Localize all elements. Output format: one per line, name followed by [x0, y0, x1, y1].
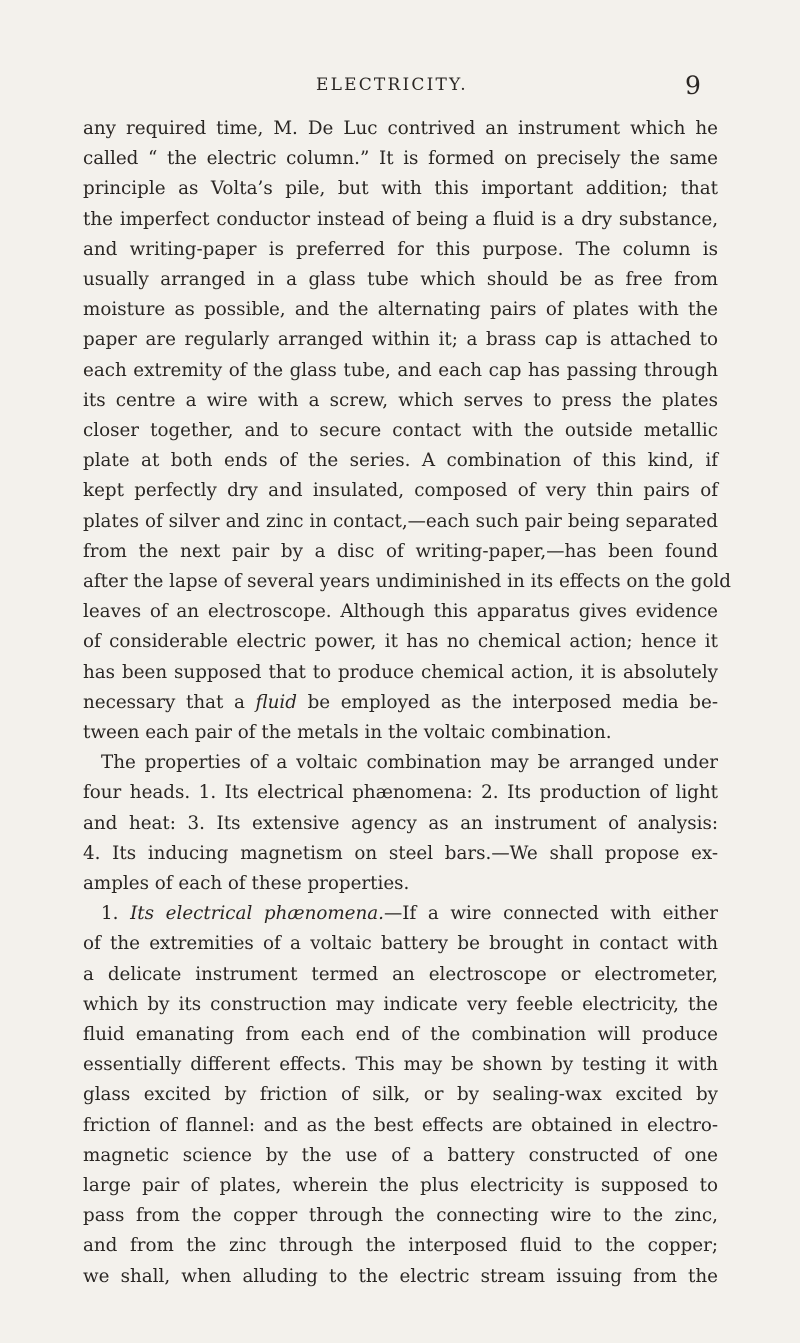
text-line: of considerable electric power, it has no chemical action; hence it [83, 631, 718, 653]
text-line: and heat: 3. Its extensive agency as an instrument of analysis: [83, 812, 718, 834]
text-line: fluid emanating from each end of the combination will produce [83, 1024, 718, 1045]
text-line: essentially different effects. This may be shown by testing it with [83, 1054, 718, 1076]
text-line: magnetic science by the use of a battery constructed of one [83, 1144, 718, 1166]
emphasis-text: fluid [255, 691, 297, 713]
text-line: 1. Its electrical phænomena.—If a wire connected with either [101, 903, 719, 925]
text-line: called “ the electric column.” It is formed on precisely the same [83, 148, 718, 170]
page-number: 9 [685, 71, 701, 100]
text-line: necessary that a fluid be employed as the interposed media be- [83, 691, 718, 713]
text-line: 4. Its inducing magnetism on steel bars.—We shall propose ex- [83, 842, 718, 864]
text-line: The properties of a voltaic combination may be arranged under [101, 752, 718, 774]
text-line: from the next pair by a disc of writing-paper,—has been found [83, 540, 718, 562]
text-line: leaves of an electroscope. Although this apparatus gives evidence [83, 601, 718, 623]
text-line: which by its construction may indicate very feeble electricity, the [83, 993, 718, 1015]
text-line: after the lapse of several years undiminished in its effects on the gold [83, 571, 732, 592]
text-line: we shall, when alluding to the electric stream issuing from the [83, 1265, 718, 1287]
text-line: kept perfectly dry and insulated, composed of very thin pairs of [83, 480, 718, 502]
text-line: amples of each of these properties. [83, 873, 410, 894]
text-line: has been supposed that to produce chemical action, it is absolutely [83, 661, 718, 683]
text-line: friction of flannel: and as the best effects are obtained in electro- [83, 1114, 718, 1136]
text-line: four heads. 1. Its electrical phænomena: 2. Its production of light [83, 782, 718, 804]
section-heading-italic: Its electrical phænomena. [130, 903, 384, 925]
text-line: any required time, M. De Luc contrived an instrument which he [83, 118, 718, 139]
text-line: and from the zinc through the interposed fluid to the copper; [83, 1235, 718, 1257]
running-head-title: ELECTRICITY. [316, 75, 468, 95]
text-line: plate at both ends of the series. A combination of this kind, if [83, 450, 718, 472]
text-line: of the extremities of a voltaic battery be brought in contact with [83, 933, 718, 955]
text-line: a delicate instrument termed an electroscope or electrometer, [83, 963, 718, 985]
running-header [0, 71, 800, 101]
text-line: plates of silver and zinc in contact,—each such pair being separated [83, 510, 718, 532]
text-line: moisture as possible, and the alternating pairs of plates with the [83, 299, 718, 321]
text-line: the imperfect conductor instead of being a fluid is a dry substance, [83, 208, 718, 230]
text-line: large pair of plates, wherein the plus electricity is supposed to [83, 1175, 718, 1196]
text-line: glass excited by friction of silk, or by sealing-wax excited by [83, 1084, 718, 1106]
text-line: principle as Volta’s pile, but with this important addition; that [83, 178, 718, 200]
text-line: and writing-paper is preferred for this purpose. The column is [83, 238, 718, 260]
text-line: each extremity of the glass tube, and each cap has passing through [83, 359, 718, 381]
text-line: pass from the copper through the connecting wire to the zinc, [83, 1205, 718, 1227]
text-line: its centre a wire with a screw, which serves to press the plates [83, 389, 718, 411]
text-line: paper are regularly arranged within it; a brass cap is attached to [83, 329, 718, 351]
text-line: closer together, and to secure contact with the outside metallic [83, 420, 718, 441]
text-line: tween each pair of the metals in the voltaic combination. [83, 722, 612, 743]
text-line: usually arranged in a glass tube which should be as free from [83, 269, 718, 290]
